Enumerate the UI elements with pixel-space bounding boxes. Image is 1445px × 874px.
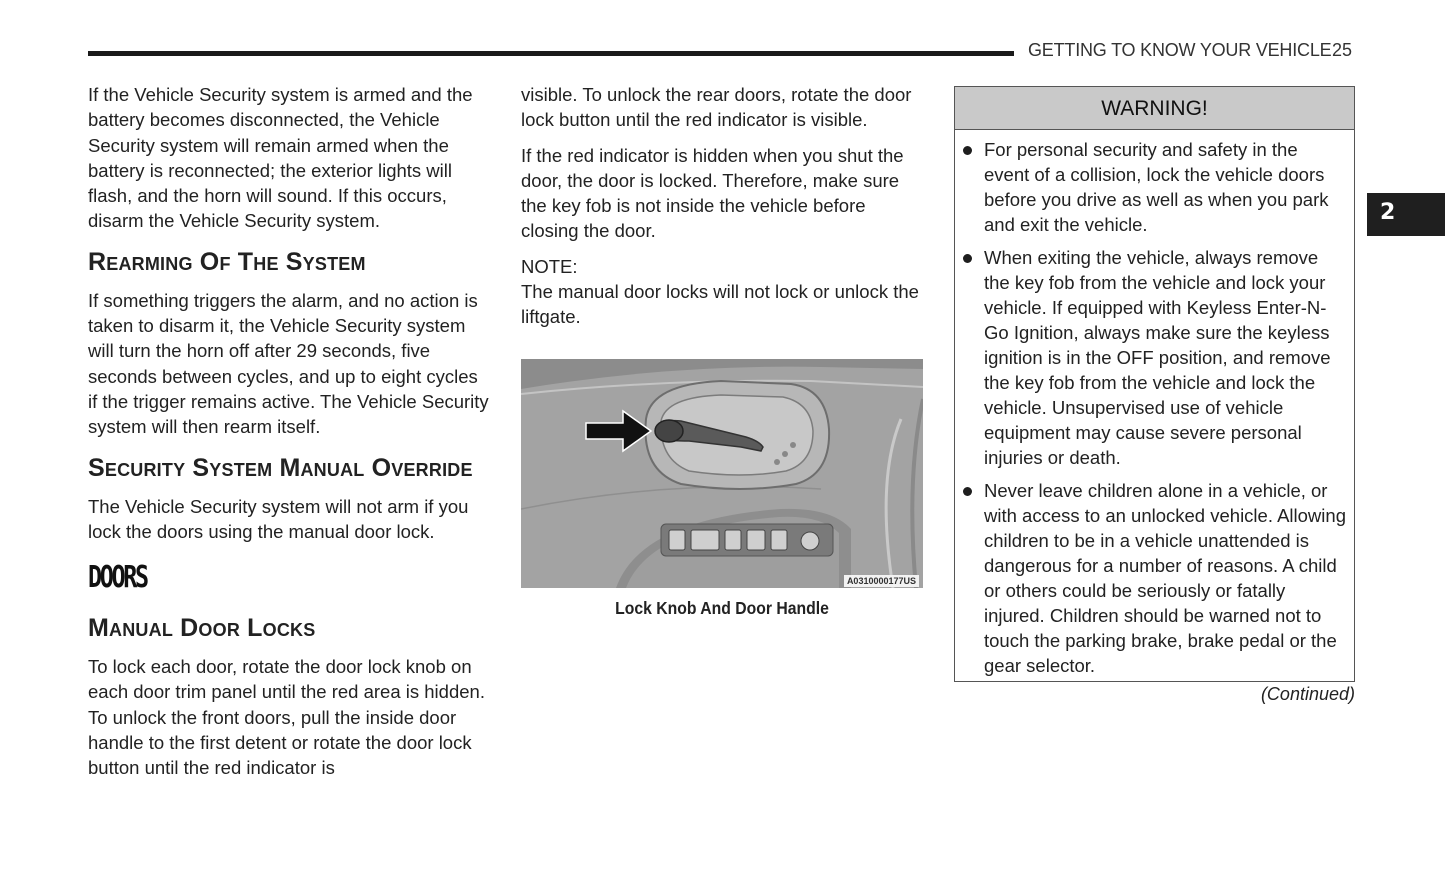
doors-heading: DOORS <box>88 560 147 596</box>
bullet-icon <box>963 254 972 263</box>
continuation-paragraph: visible. To unlock the rear doors, rotate the door lock button until the red indicator is visible. <box>521 84 912 131</box>
rearming-heading: Rearming Of The System <box>88 247 366 276</box>
figure-code: A0310000177US <box>844 575 919 587</box>
override-paragraph: The Vehicle Security system will not arm if you lock the doors using the manual door lock. <box>88 495 469 542</box>
warning-box <box>954 86 1355 682</box>
warning-item <box>955 245 1354 470</box>
header-rule <box>88 51 1014 56</box>
note-paragraph: The manual door locks will not lock or unlock the liftgate. <box>521 281 919 328</box>
warning-item-text: Never leave children alone in a vehicle, or with access to an unlocked vehicle. Allowing children to be in a vehicle unattended is dangerous for a number of reasons. A child or others could be seriously or fatally injured. Children should be warned not to touch the parking brake, brake pedal or the gear selector. <box>984 480 1346 676</box>
chapter-tab[interactable]: 2 <box>1367 193 1445 236</box>
warning-item-text: When exiting the vehicle, always remove the key fob from the vehicle and lock your vehicle. If equipped with Keyless Enter-N-Go Ignition, always make sure the keyless ignition is in the OFF position, and remove the key fob from the vehicle and lock the vehicle. Unsupervised use of vehicle equipment may cause severe personal injuries or death. <box>984 247 1331 468</box>
manual-locks-paragraph: To lock each door, rotate the door lock knob on each door trim panel until the red area is hidden. To unlock the front doors, pull the inside door handle to the first detent or rotate the door lock button until the red indicator is <box>88 656 485 779</box>
rearming-paragraph: If something triggers the alarm, and no action is taken to disarm it, the Vehicle Security system will turn the horn off after 29 seconds, five seconds between cycles, and up to eight cycles if the trigger remains active. The Vehicle Security system will then rearm itself. <box>88 289 489 438</box>
warning-list <box>955 130 1354 678</box>
warning-item <box>955 137 1354 237</box>
bullet-icon <box>963 146 972 155</box>
warning-item <box>955 478 1354 678</box>
red-indicator-paragraph: If the red indicator is hidden when you shut the door, the door is locked. Therefore, make sure the key fob is not inside the vehicle before closing the door. <box>521 144 904 242</box>
section-title: GETTING TO KNOW YOUR VEHICLE <box>1028 40 1332 60</box>
door-illustration <box>521 359 923 588</box>
manual-locks-heading: Manual Door Locks <box>88 614 316 643</box>
continued-label: (Continued) <box>1260 684 1355 704</box>
figure-caption: Lock Knob And Door Handle <box>615 598 829 618</box>
door-handle-figure <box>521 359 923 588</box>
warning-title: WARNING! <box>955 87 1354 130</box>
column-2 <box>521 82 924 330</box>
column-1 <box>88 82 492 781</box>
note-label: NOTE: <box>521 255 578 277</box>
page-number: 25 <box>1332 40 1353 60</box>
intro-paragraph: If the Vehicle Security system is armed and the battery becomes disconnected, the Vehicle Security system will remain armed when the battery is reconnected; the exterior lights will flash, and the horn will sound. If this occurs, disarm the Vehicle Security system. <box>88 84 473 232</box>
warning-item-text: For personal security and safety in the event of a collision, lock the vehicle doors before you drive as well as when you park and exit the vehicle. <box>984 139 1329 235</box>
override-heading: Security System Manual Override <box>88 453 473 482</box>
bullet-icon <box>963 487 972 496</box>
